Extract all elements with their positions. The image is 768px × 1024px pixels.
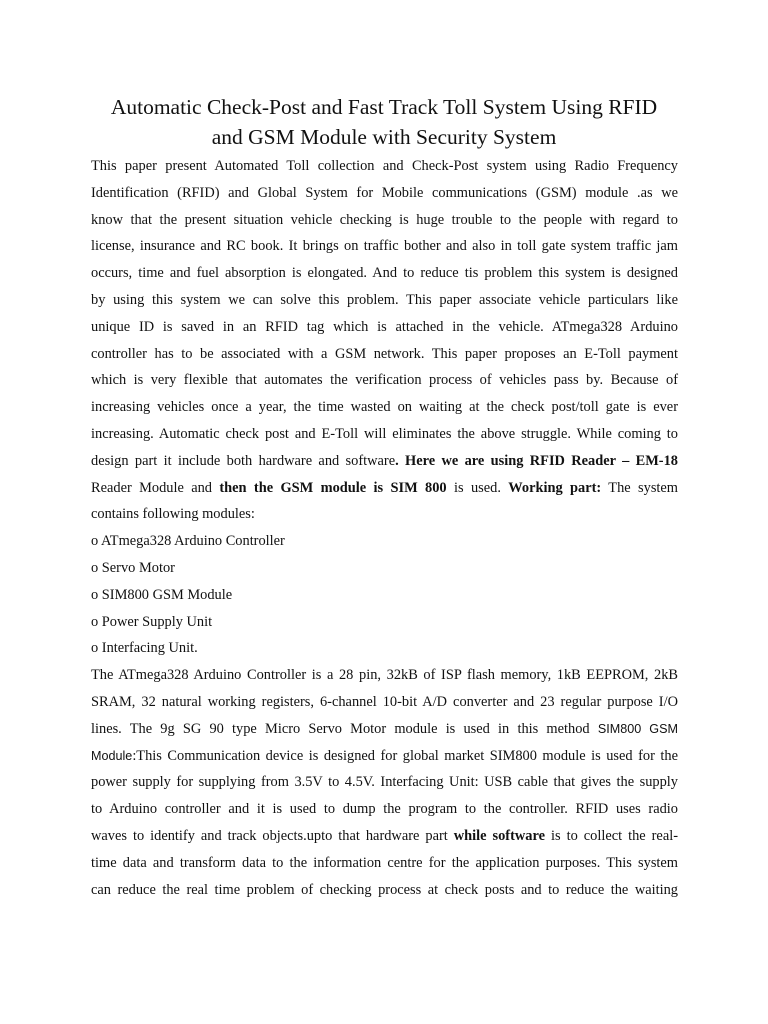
list-item: o ATmega328 Arduino Controller: [91, 533, 285, 550]
bold-text: then the GSM module is SIM 800: [219, 479, 447, 496]
list-item: o Power Supply Unit: [91, 613, 213, 630]
body-line: increasing vehicles once a year, the time wasted on waiting at the check post/toll gate is ever: [91, 399, 678, 416]
body-line: [91, 823, 678, 850]
body-line: by using this system we can solve this problem. This paper associate vehicle particulars like: [91, 291, 678, 308]
body-line: can reduce the real time problem of checking process at check posts and to reduce the waiting: [91, 881, 678, 898]
body-line: SRAM, 32 natural working registers, 6-channel 10-bit A/D converter and 23 regular purpose I/O: [91, 693, 678, 710]
body-text: waves to identify and track objects.upto that hardware part: [91, 827, 454, 844]
title-line-2: and GSM Module with Security System: [211, 125, 557, 149]
sans-text: SIM800 GSM: [597, 721, 678, 736]
sans-text: Module: [91, 748, 133, 763]
body-line: occurs, time and fuel absorption is elongated. And to reduce tis problem this system is designed: [91, 265, 678, 282]
list-item: o Servo Motor: [91, 559, 175, 576]
body-text: :This Communication device is designed for global market SIM800 module is used for the: [132, 747, 678, 764]
body-line: time data and transform data to the information centre for the application purposes. This system: [91, 854, 678, 871]
body-line: controller has to be associated with a GSM network. This paper proposes an E-Toll payment: [91, 345, 678, 362]
body-line: Identification (RFID) and Global System for Mobile communications (GSM) module .as we: [91, 184, 678, 201]
body-text: is used.: [446, 479, 509, 496]
bold-text: . Here we are using RFID Reader – EM-18: [395, 452, 678, 469]
body-line: unique ID is saved in an RFID tag which is attached in the vehicle. ATmega328 Arduino: [91, 318, 678, 335]
body-line: This paper present Automated Toll collection and Check-Post system using Radio Frequency: [91, 158, 678, 174]
title-line-1: Automatic Check-Post and Fast Track Toll System Using RFID: [110, 95, 658, 119]
body-line: know that the present situation vehicle checking is huge trouble to the people with regard to: [91, 211, 678, 228]
body-text: lines. The 9g SG 90 type Micro Servo Motor module is used in this method: [91, 720, 598, 737]
body-line: [91, 716, 678, 743]
body-line: which is very flexible that automates the verification process of vehicles pass by. Because of: [91, 372, 678, 389]
body-line: [91, 475, 678, 502]
body-line: to Arduino controller and it is used to dump the program to the controller. RFID uses radio: [91, 801, 678, 818]
body-line: contains following modules:: [91, 506, 255, 523]
body-text: Reader Module and: [91, 479, 220, 496]
body-line: The ATmega328 Arduino Controller is a 28 pin, 32kB of ISP flash memory, 1kB EEPROM, 2kB: [91, 667, 678, 684]
body-line: [91, 743, 678, 770]
body-text: The system: [601, 479, 679, 496]
list-item: o SIM800 GSM Module: [91, 586, 233, 603]
body-text: is to collect the real-: [545, 827, 679, 844]
bold-text: while software: [453, 827, 545, 844]
body-text: design part it include both hardware and software: [91, 452, 396, 469]
abstract-body: [91, 153, 678, 903]
list-item: o Interfacing Unit.: [91, 640, 198, 657]
body-line: [91, 448, 678, 475]
body-line: increasing. Automatic check post and E-Toll will eliminates the above struggle. While coming to: [91, 425, 678, 442]
body-line: license, insurance and RC book. It brings on traffic bother and also in toll gate system traffic jam: [91, 238, 678, 255]
paper-title: [60, 92, 708, 152]
bold-text: Working part:: [508, 479, 602, 496]
body-line: power supply for supplying from 3.5V to 4.5V. Interfacing Unit: USB cable that gives the supply: [91, 774, 678, 791]
